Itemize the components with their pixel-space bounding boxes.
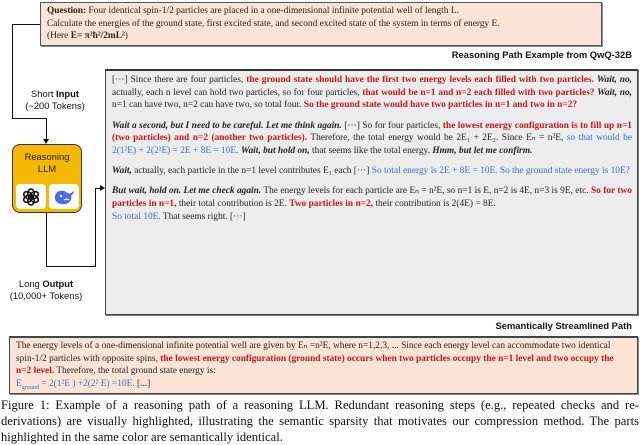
connector-llm-horizontal	[46, 266, 96, 267]
connector-question-left	[12, 24, 40, 25]
short-input-bold: Input	[56, 88, 79, 99]
text-span: [···] Since there are four particles,	[112, 75, 247, 85]
energy-formula: E= π²ħ²/2mL²	[70, 31, 125, 41]
highlight-red: that would be n=1 and n=2 each filled with two particles?	[362, 87, 595, 98]
reasoning-path-title: Reasoning Path Example from QwQ-32B	[451, 49, 632, 60]
text-span: The energy levels of a one-dimensional infinite potential well are given by Eₙ =n²E, where n=1,2,3, ... Since each energy level can accommodate two identical spin-1/2 particles with opposite spins,	[16, 341, 611, 364]
figure-caption: Figure 1: Example of a reasoning path of a reasoning LLM. Redundant reasoning steps (e.g., repeated checks and re-derivations) are visually highlighted, illustrating the semantic sparsity that motivates our compression method. The parts highlighted in the same color are semantically identical.	[1, 398, 639, 444]
hesitation-phrase: Wait, no,	[597, 87, 632, 98]
long-output-text: Long	[18, 278, 43, 289]
formula-subscript: ground	[21, 384, 39, 391]
streamlined-path-title: Semantically Streamlined Path	[495, 320, 632, 331]
hesitation-phrase: Hmm, but let me confirm.	[432, 146, 533, 157]
question-box	[40, 2, 602, 46]
text-span: The energy levels for each particle are Eₙ = n²E, so n=1 is E, n=2 is 4E, n=3 is 9E, etc.	[261, 186, 591, 197]
deepseek-whale-icon	[49, 184, 79, 209]
highlight-red: Two particles in n=2,	[289, 199, 374, 210]
highlight-red: the lowest energy configuration is to fill up n=1 (two particles) and n=2 (another two particles).	[112, 120, 632, 144]
highlight-red: the lowest energy configuration (ground state) occurs when two particles occupy the n=1 level and two occupy the n=2 level.	[16, 353, 614, 377]
connector-short-input-vertical	[12, 84, 13, 118]
hesitation-phrase: Wait, no,	[596, 75, 633, 85]
highlight-red: So the ground state would have two particles in n=1 and two in n=2?	[303, 100, 578, 111]
ground-energy-formula	[16, 379, 135, 389]
highlight-blue: so that would be 2(1²E) + 2(2²E) = 2E + 8E = 10E.	[112, 133, 632, 157]
text-span: actually, each particle in the n=1 level contributes E₁ each [···]	[131, 166, 372, 177]
connector-llm-down	[46, 213, 47, 266]
reasoning-paragraph-4	[112, 185, 632, 223]
question-line-1	[47, 5, 595, 18]
connector-short-input-horizontal	[12, 118, 47, 119]
text-span: [...]	[134, 378, 151, 389]
long-output-bold: Output	[42, 278, 74, 289]
connector-question-down	[12, 24, 13, 84]
reasoning-paragraph-1	[112, 74, 632, 112]
text-span: actually, each n level can hold two particles, so for four particles,	[112, 87, 363, 98]
question-text: Four identical spin-1/2 particles are placed in a one-dimensional infinite potential well of length L.	[86, 6, 459, 16]
question-line-3	[47, 30, 595, 43]
reasoning-paragraph-3	[112, 165, 632, 178]
text-span: Therefore, the total energy would be 2E₁ + 2E₂. Since Eₙ = n²E,	[307, 133, 567, 144]
connector-to-llm	[46, 118, 47, 140]
llm-title-line2: LLM	[37, 163, 57, 174]
hesitation-phrase: Wait,	[112, 166, 132, 177]
hesitation-phrase: But wait, hold on. Let me check again.	[112, 186, 262, 197]
reasoning-paragraph-2	[112, 120, 632, 158]
highlight-blue: So total energy is 2E + 8E = 10E. So the ground state energy is 10E?	[371, 166, 630, 177]
text-span: n=1 can have two, n=2 can have two, so total four.	[112, 100, 304, 111]
highlight-red: So for two particles in n=1,	[112, 186, 632, 210]
long-output-label	[2, 278, 90, 302]
text-span: Therefore, the total ground state energy is:	[54, 366, 216, 377]
reasoning-llm-box	[12, 144, 82, 213]
text-span: their total contribution is 2E.	[176, 199, 290, 210]
connector-to-reasoning	[95, 188, 96, 267]
llm-title	[13, 151, 81, 175]
question-label: Question:	[47, 6, 87, 16]
highlight-blue: So total 10E.	[112, 211, 161, 222]
short-input-label	[20, 88, 90, 112]
long-output-tokens: (10,000+ Tokens)	[9, 290, 83, 301]
hesitation-phrase: Wait, but hold on,	[240, 146, 310, 157]
short-input-tokens: (~200 Tokens)	[25, 100, 85, 111]
text-span: [···] So for four particles,	[341, 120, 443, 131]
question-suffix: )	[124, 31, 128, 41]
openai-logo-icon	[16, 184, 46, 209]
question-prefix: (Here	[47, 31, 71, 41]
text-span: that seems like the total energy.	[309, 146, 433, 157]
short-input-text: Short	[31, 88, 57, 99]
llm-title-line1: Reasoning	[24, 151, 70, 162]
text-span: That seems right. [···]	[160, 211, 246, 222]
streamlined-path-box	[9, 336, 638, 394]
text-span: their contribution is 2(4E) = 8E.	[373, 199, 496, 210]
hesitation-phrase: Wait a second, but I need to be careful. Let me think again.	[112, 120, 342, 131]
highlight-red: the ground state should have the first two energy levels each filled with two particles.	[246, 75, 594, 85]
reasoning-path-box	[105, 69, 638, 315]
question-line-2: Calculate the energies of the ground state, first excited state, and second excited state of the system in terms of energy E.	[47, 18, 500, 29]
formula-rest: = 2(1²E ) +2(2² E) =10E.	[39, 378, 135, 389]
formula-symbol: E	[16, 378, 22, 389]
